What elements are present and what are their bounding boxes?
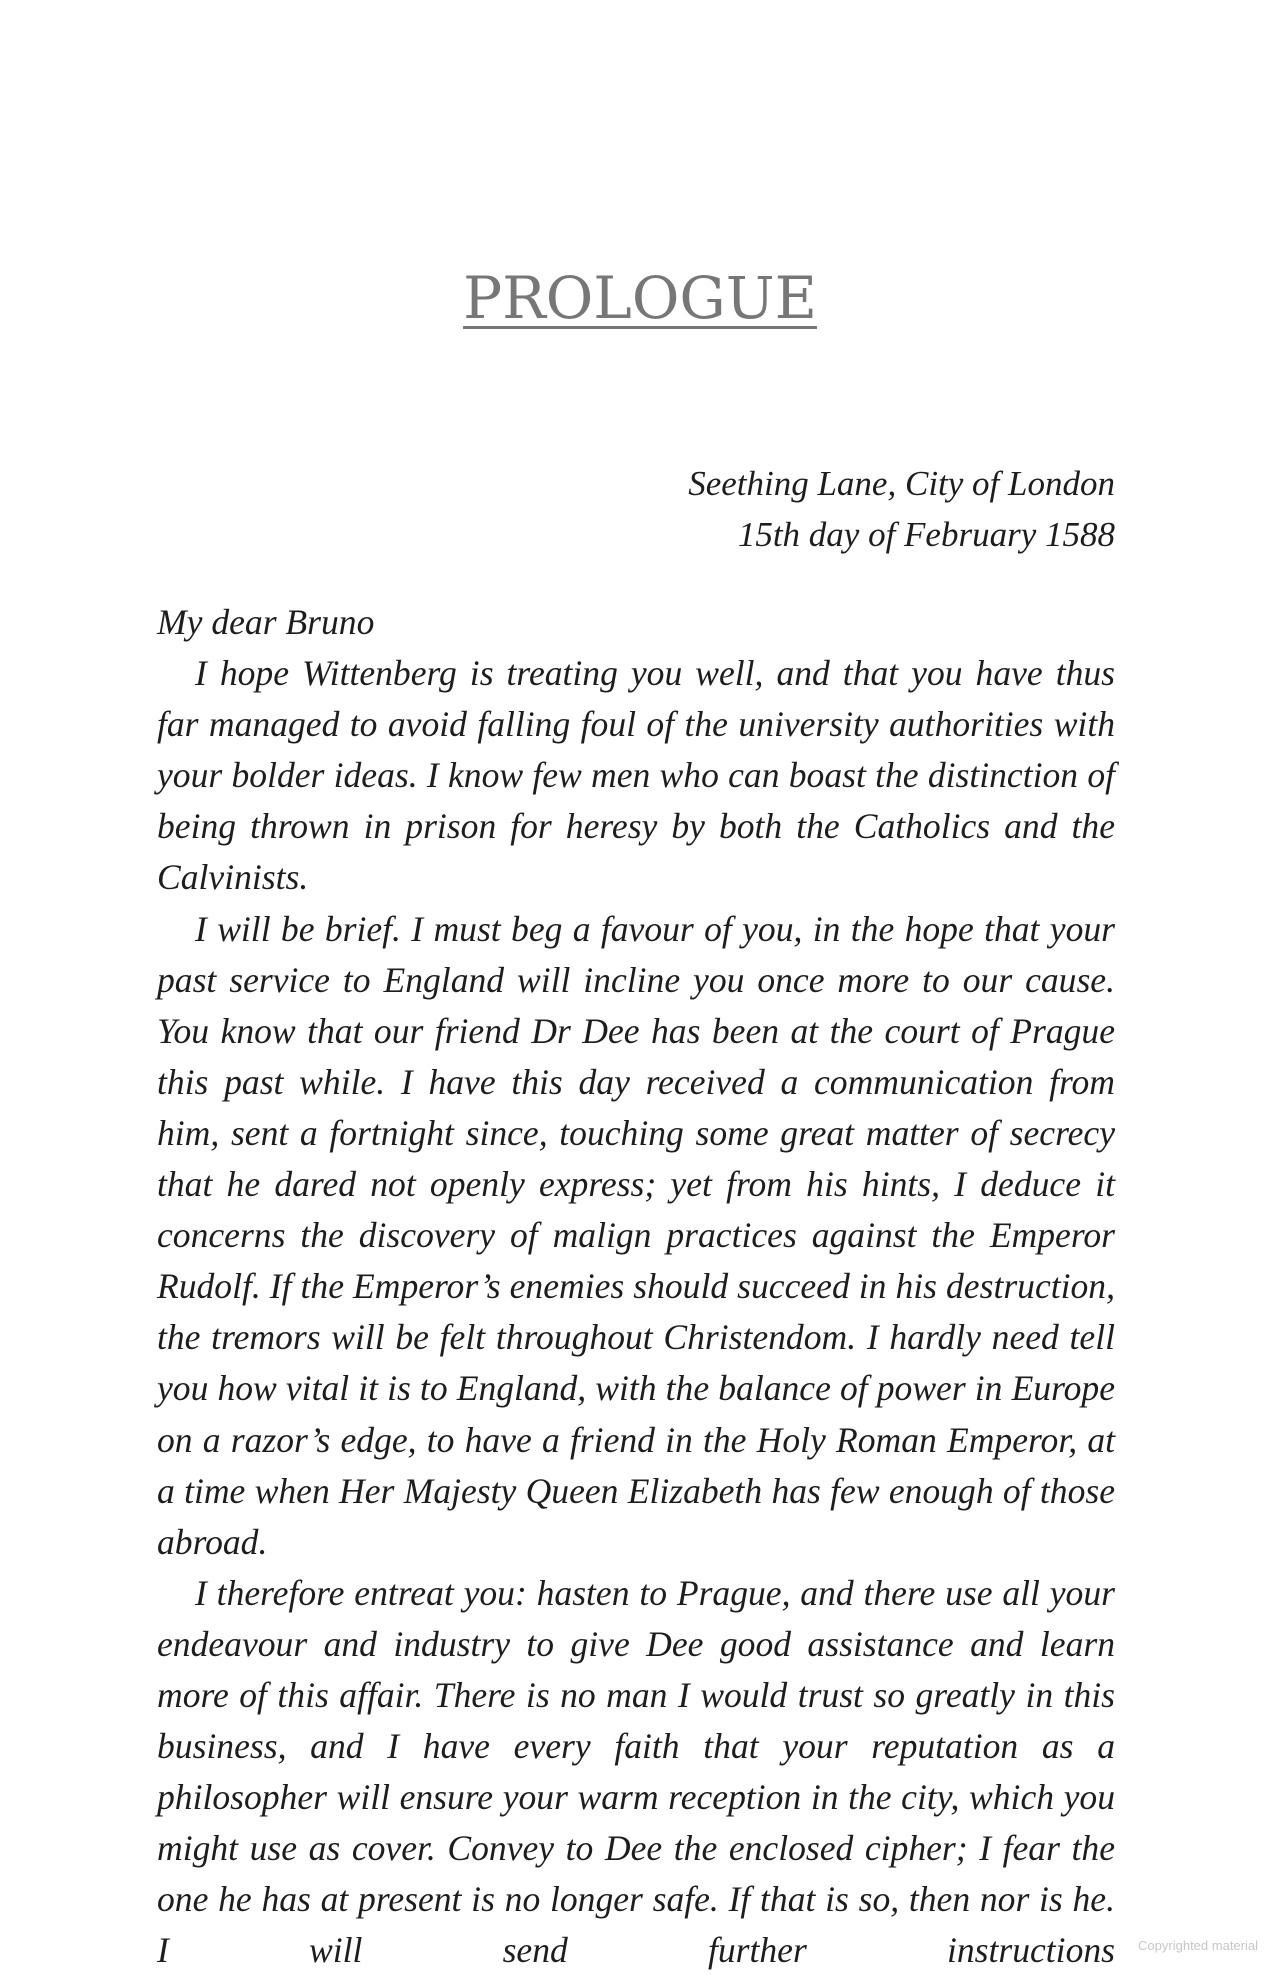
dateline-date: 15th day of February 1588 [737,515,1115,554]
letter-paragraph: I therefore entreat you: hasten to Prague, and there use all your endeavour and industry to give Dee good assistance and learn more of this affair. There is no man I would trust so greatly in this business, and I have every faith that your reputation as a philosopher will ensure your warm reception in the city, which you might use as cover. Convey to Dee the enclosed cipher; I fear the one he has at present is no longer safe. If that is so, then nor is he. I will send further instructions [157,1572,1115,1971]
letter-salutation: My dear Bruno [157,602,375,642]
chapter-title: PROLOGUE [463,264,817,332]
copyright-notice: Copyrighted material [1138,1938,1258,1953]
letter-paragraph: I hope Wittenberg is treating you well, and that you have thus far managed to avoid falling foul of the university authorities with your bolder ideas. I know few men who can boast the distinction of being thrown in prison for heresy by both the Catholics and the Calvinists. [157,653,1115,898]
letter-dateline [415,458,1115,560]
letter-paragraph: I will be brief. I must beg a favour of you, in the hope that your past service to England will incline you once more to our cause. You know that our friend Dr Dee has been at the court of Prague this past while. I have this day received a communication from him, sent a fortnight since, touching some great matter of secrecy that he dared not openly express; yet from his hints, I deduce it concerns the discovery of malign practices against the Emperor Rudolf. If the Emperor’s enemies should succeed in his destruction, the tremors will be felt throughout Christendom. I hardly need tell you how vital it is to England, with the balance of power in Europe on a razor’s edge, to have a friend in the Holy Roman Emperor, at a time when Her Majesty Queen Elizabeth has few enough of those abroad. [157,908,1115,1562]
dateline-place: Seething Lane, City of London [688,464,1115,503]
letter-body [157,597,1115,1975]
